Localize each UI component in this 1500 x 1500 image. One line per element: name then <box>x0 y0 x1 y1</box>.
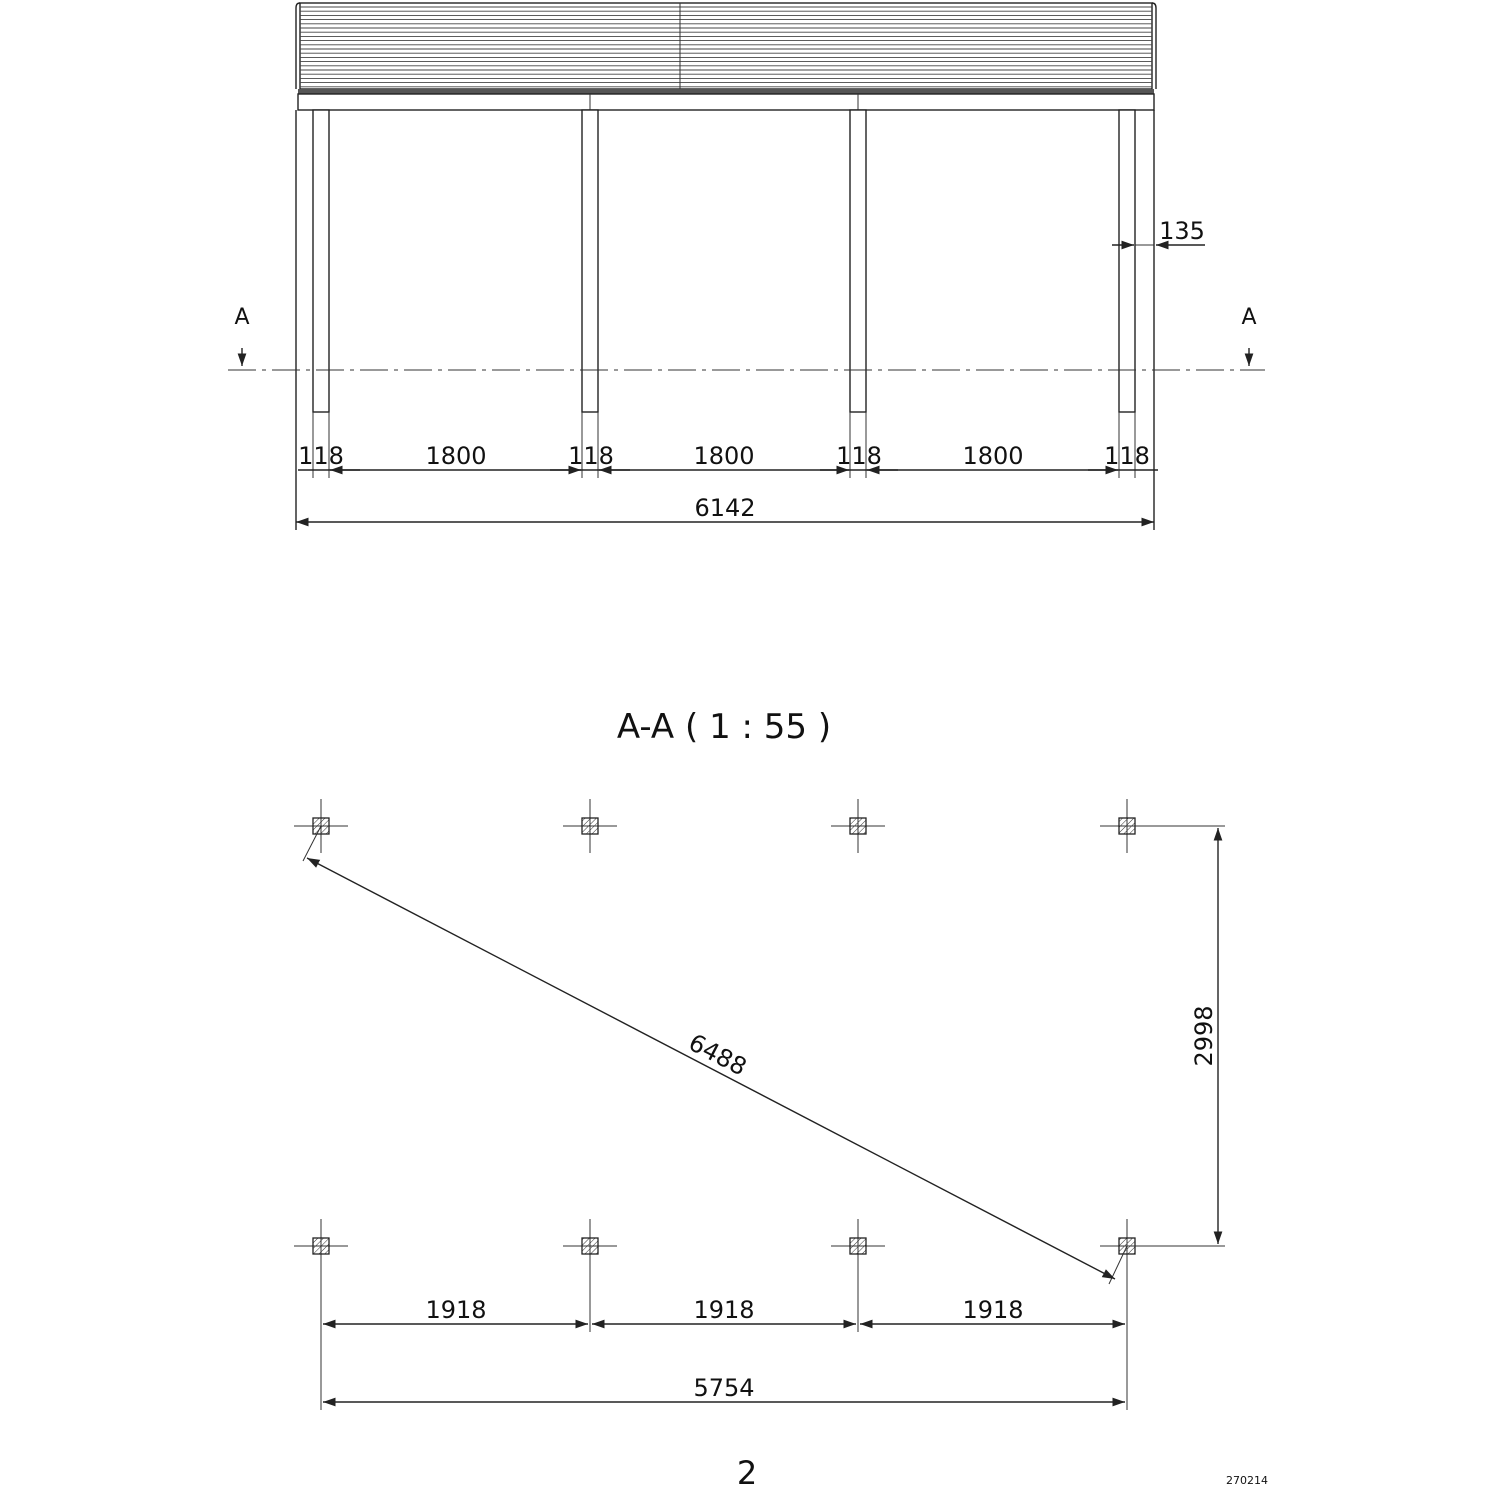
section-line-a-a <box>228 305 1265 370</box>
section-plan <box>294 799 1225 1410</box>
section-title: A-A ( 1 : 55 ) <box>616 707 832 747</box>
roof-beam <box>298 94 1154 110</box>
section-marker-left: A <box>234 305 250 330</box>
post-marker-2 <box>563 799 617 853</box>
post-width-label-1: 118 <box>298 442 344 470</box>
post-spacing-label-2: 1918 <box>693 1296 755 1324</box>
post-width-label-3: 118 <box>836 442 882 470</box>
post-width-label-4: 118 <box>1104 442 1150 470</box>
post-3 <box>850 110 866 412</box>
span-label-3: 1800 <box>962 442 1024 470</box>
post-width-label-2: 118 <box>568 442 614 470</box>
diagonal-dimension <box>303 826 1127 1284</box>
overall-width-label: 6142 <box>694 494 756 522</box>
post-spacing-label-1: 1918 <box>425 1296 487 1324</box>
drawing-code: 270214 <box>1226 1474 1268 1487</box>
diagonal-label: 6488 <box>684 1028 752 1082</box>
depth-label: 2998 <box>1190 1005 1218 1067</box>
post-spacing-label-3: 1918 <box>962 1296 1024 1324</box>
span-label-2: 1800 <box>693 442 755 470</box>
front-elevation <box>228 3 1265 530</box>
post-positions <box>294 799 1154 1273</box>
roof-panel <box>296 3 1156 94</box>
posts <box>313 110 1135 412</box>
overall-length-label: 5754 <box>693 1374 755 1402</box>
section-marker-right: A <box>1241 305 1257 330</box>
post-4 <box>1119 110 1135 412</box>
page-number: 2 <box>736 1454 758 1492</box>
post-1 <box>313 110 329 412</box>
depth-dimension <box>1130 826 1225 1246</box>
span-dimensions <box>298 412 1158 478</box>
overall-length-dimension <box>323 1374 1125 1402</box>
overhang-label: 135 <box>1159 217 1205 245</box>
post-marker-3 <box>831 799 885 853</box>
post-2 <box>582 110 598 412</box>
span-label-1: 1800 <box>425 442 487 470</box>
overall-width-dimension <box>296 494 1154 522</box>
